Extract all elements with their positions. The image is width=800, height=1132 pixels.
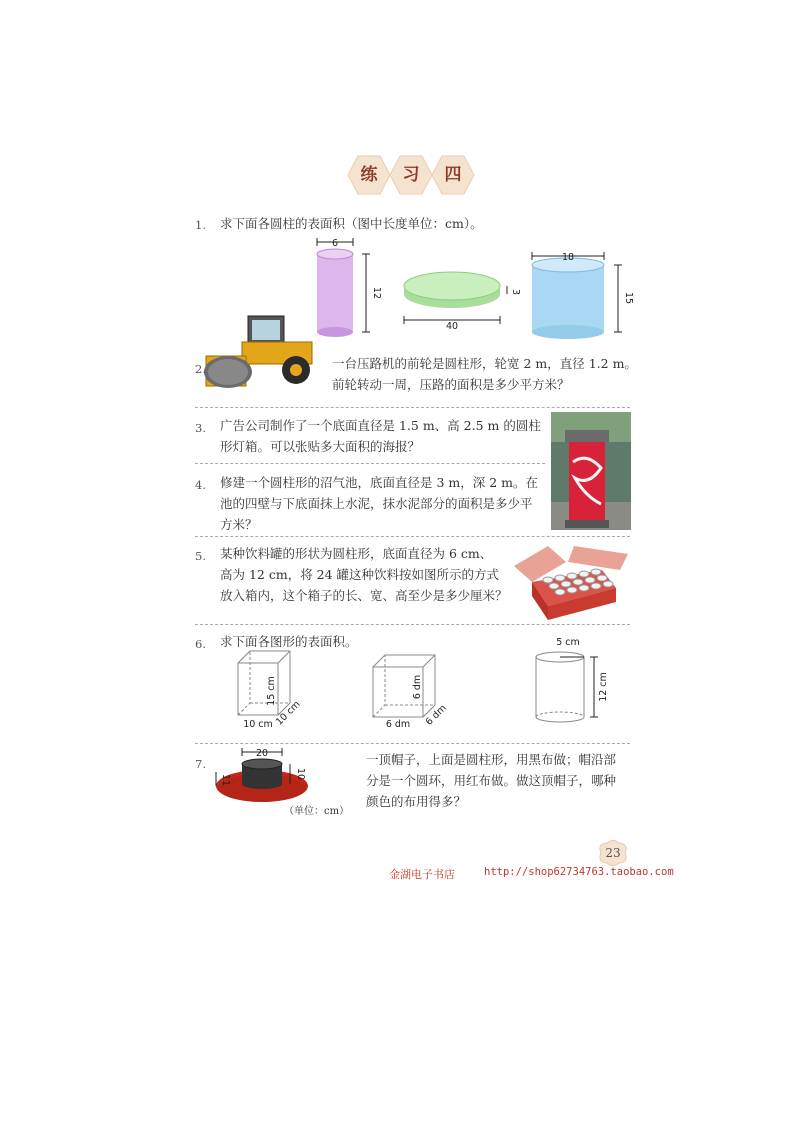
- a-length-label: 10 cm: [243, 719, 273, 730]
- problem-7-line-2: 分是一个圆环，用红布做。做这顶帽子，哪种: [366, 773, 617, 788]
- problem-3-line-2: 形灯箱。可以张贴多大面积的海报？: [220, 439, 421, 454]
- problem-1-text: 求下面各圆柱的表面积（图中长度单位：cm）。: [220, 216, 483, 231]
- problem-4-line-3: 方米？: [220, 517, 258, 532]
- problem-1-number: 1.: [195, 218, 206, 232]
- road-roller-image: [198, 310, 316, 392]
- problem-2-line-2: 前轮转动一周，压路的面积是多少平方米？: [332, 377, 570, 392]
- hat-height-label: 10: [295, 767, 306, 781]
- c1-height-label: 12: [371, 286, 382, 300]
- b-height-label: 6 dm: [412, 674, 423, 700]
- problem-4-line-2: 池的四壁与下底面抹上水泥，抹水泥部分的面积是多少平: [220, 496, 533, 511]
- divider: [195, 407, 630, 408]
- c2-diameter-label: 40: [445, 321, 459, 332]
- cube-b: [373, 655, 435, 717]
- store-name: 金湖电子书店: [389, 868, 455, 881]
- problem-7-line-3: 颜色的布用得多？: [366, 794, 467, 809]
- c1-diameter-label: 6: [331, 238, 339, 249]
- divider: [195, 536, 630, 537]
- problem-5-line-3: 放入箱内，这个箱子的长、宽、高至少是多少厘米？: [220, 588, 508, 603]
- divider: [195, 624, 630, 625]
- problem-6-figures: [230, 635, 630, 735]
- drink-box-image: [508, 540, 633, 622]
- c3-diameter-label: 18: [561, 252, 575, 263]
- problem-4-number: 4.: [195, 478, 206, 492]
- title-hex-2: [389, 155, 433, 195]
- top-diameter-label: 20: [255, 748, 269, 759]
- blue-cylinder: [532, 252, 622, 339]
- title-char-1: 练: [360, 165, 378, 185]
- title-char-2: 习: [402, 165, 420, 185]
- unit-label: （单位：cm）: [284, 806, 350, 817]
- problem-4-line-1: 修建一个圆柱形的沼气池，底面直径是 3 m，深 2 m。在: [220, 475, 539, 490]
- purple-cylinder: [317, 238, 370, 337]
- green-disk: [404, 272, 507, 324]
- title-hex-3: [431, 155, 475, 195]
- cylinder-c: [536, 652, 598, 722]
- a-width-label: 10 cm: [273, 698, 303, 728]
- problem-7-line-1: 一顶帽子，上面是圆柱形，用黑布做；帽沿部: [366, 752, 617, 767]
- problem-6-text: 求下面各图形的表面积。: [220, 634, 358, 649]
- c3-height-label: 15: [623, 291, 634, 305]
- title-char-3: 四: [444, 165, 462, 185]
- c-height-label: 12 cm: [598, 672, 609, 702]
- divider: [195, 463, 545, 464]
- store-url-link[interactable]: http://shop62734763.taobao.com: [484, 866, 674, 878]
- page-number-badge: [595, 838, 631, 868]
- problem-7-number: 7.: [195, 757, 206, 771]
- page-number: 23: [605, 846, 621, 860]
- brim-width-label: 11: [220, 773, 231, 787]
- problem-5-number: 5.: [195, 549, 206, 563]
- problem-5-line-2: 高为 12 cm，将 24 罐这种饮料按如图所示的方式: [220, 567, 500, 582]
- c2-height-label: 3: [510, 288, 521, 296]
- problem-1-cylinders: [300, 232, 634, 342]
- problem-5-line-1: 某种饮料罐的形状为圆柱形，底面直径为 6 cm、: [220, 546, 493, 561]
- problem-3-line-1: 广告公司制作了一个底面直径是 1.5 m、高 2.5 m 的圆柱: [220, 418, 541, 433]
- problem-2-number: 2.: [195, 362, 206, 376]
- problem-6-number: 6.: [195, 637, 206, 651]
- title-hex-1: [347, 155, 391, 195]
- cuboid-a: [238, 651, 290, 715]
- b-length-label: 6 dm: [385, 719, 411, 730]
- problem-3-number: 3.: [195, 421, 206, 435]
- light-box-photo: [551, 412, 631, 530]
- b-width-label: 6 dm: [423, 702, 449, 728]
- problem-2-line-1: 一台压路机的前轮是圆柱形，轮宽 2 m，直径 1.2 m。: [332, 356, 637, 371]
- c-diameter-label: 5 cm: [556, 637, 580, 648]
- a-height-label: 15 cm: [266, 676, 277, 706]
